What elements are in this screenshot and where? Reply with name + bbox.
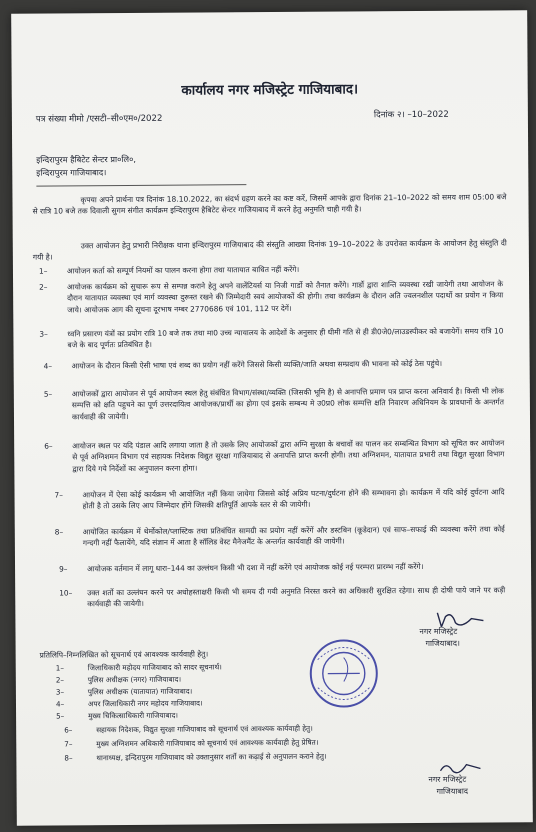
condition-item <box>54 524 505 548</box>
condition-item <box>39 279 504 315</box>
copy-text: सहायक निदेशक, विद्युत सुरक्षा गाजियाबाद को सूचनार्थ एवं आवश्यक कार्यवाही हेतु। <box>96 723 313 735</box>
addressee-line-2: इन्दिरापुरम गाजियाबाद। <box>36 167 107 178</box>
condition-number: 7– <box>54 490 63 500</box>
copy-item <box>56 698 203 709</box>
copy-text: थानाध्यक्ष, इन्दिरापुरम गाजियाबाद को उक्तानुसार शर्तो का कढ़ाई से अनुपालन कराने हेतु। <box>96 751 327 763</box>
copy-list-heading: प्रतिलिपि–निम्नलिखित को सूचनार्थ एवं आवश्यक कार्यवाही हेतु। <box>39 649 209 660</box>
copy-number: 5– <box>56 711 65 721</box>
copy-text: मुख्य चिकित्साधिकारी गाजियाबाद। <box>88 710 179 721</box>
copy-item <box>56 687 192 698</box>
condition-number: 2– <box>39 282 48 292</box>
copy-number: 3– <box>55 687 65 697</box>
signature-designation-1: नगर मजिस्ट्रेट <box>419 626 458 636</box>
copy-number: 7– <box>64 739 73 749</box>
condition-number: 3– <box>39 329 48 339</box>
copy-item <box>56 662 222 674</box>
condition-item <box>44 438 505 474</box>
copy-text: पुलिस अधीक्षक (यातायात) गाजियाबाद। <box>87 686 193 697</box>
condition-text: आयोजन कर्ता को सम्पूर्ण नियमों का पालन करना होगा तथा यातायात बाधित नहीं करेंगे। <box>66 264 300 276</box>
letter-date: दिनांक २। –10–2022 <box>373 109 449 121</box>
condition-text: उक्त शर्तो का उल्लंघन करने पर अधोहस्ताक्षरी किसी भी समय दी गयी अनुमति निरस्त करने का अधिकारी सुरक्षित रहेगा। साथ ही दोषी पाये जाने पर कड़ी कार्यवाही की जायेगी। <box>87 585 506 609</box>
document-page <box>11 10 533 826</box>
letter-number: पत्र संख्या मीमो /एसटी–सी०एम०/2022 <box>35 113 163 125</box>
copy-text: जिलाधिकारी महोदय गाजियाबाद को सादर सूचनार्थ। <box>87 662 222 673</box>
condition-number: 5– <box>43 389 53 399</box>
copy-number: 2– <box>55 675 65 685</box>
official-seal-stamp <box>308 637 381 710</box>
condition-text: आयोजकों द्वारा आयोजन से पूर्व आयोजन स्थल हेतु संबंधित विभाग/संस्था/व्यक्ति (जिसकी भूमि है) से अनापत्ति प्रमाण पत्र प्राप्त करना अनिवार्य है। किसी भी लोक सम्पत्ति को क्षति पहुचने का पूर्ण उत्तरदायित्व आयोजक/प्रार्थी का होगा एवं इसके सम्बन्ध मे उ0प्र0 लोक सम्पत्ति क्षति निवारण अधिनियम के प्रावधानों के अन्तर्गत कार्यवाही की जायेगी। <box>71 386 504 422</box>
signature-place-2: गाजियाबाद <box>436 786 469 796</box>
condition-number: 9– <box>59 564 68 574</box>
signature-designation-2: नगर मजिस्ट्रेट <box>428 774 467 784</box>
condition-number: 6– <box>44 441 53 451</box>
condition-text: आयोजित कार्यक्रम में थेर्मोकोल/प्लास्टिक तथा प्रतिबंधित सामग्री का प्रयोग नहीं करेंगें और डस्टबिन (कूडेदान) एवं साफ–सफाई की व्यवस्था करेंगे तथा कोई गन्दगी नहीं फैलायेंगे, यदि संज्ञान में आता है सॉलिड वेस्ट मैनेजमैंट के अन्तर्गत कार्यवाही की जायेगी। <box>82 524 505 548</box>
office-title: कार्यालय नगर मजिस्ट्रेट गाजियाबाद। <box>181 81 359 99</box>
condition-item <box>43 358 484 371</box>
condition-item <box>54 487 505 511</box>
condition-item <box>59 585 506 609</box>
condition-text: आयोजन में ऐसा कोई कार्यक्रम भी आयोजित नहीं किया जायेगा जिससे कोई अप्रिय घटना/दुर्घटना होने की सम्भावना हो। कार्यक्रम में यदि कोई दुर्घटना आदि होती है तो उसके लिए आप जिम्मेदार होंगे जिसकी क्षतिपूर्ति आपके स्तर से की जायेगी। <box>82 487 505 511</box>
condition-item <box>38 263 483 276</box>
handwritten-signature-1 <box>431 608 491 630</box>
condition-number: 1– <box>38 266 48 276</box>
copy-item <box>56 711 178 722</box>
condition-text: ध्वनि प्रसारण यंत्रों का प्रयोग रात्रि 10 बजे तक तथा मा0 उच्च न्यायालय के आदेशों के अनुसार ही धीमी गति से ही डी0जे0/लाउडस्पीकर को बजायेगें। समय रात्रि 10 बजे के बाद पूर्णतः प्रतिबंधित है। <box>67 326 504 350</box>
intro-paragraph: कृपया अपने प्रार्थना पत्र दिनांक 18.10.2022, का संदर्भ ग्रहण करने का कष्ट करें, जिसमें आपके द्वारा दिनांक 21–10–2022 को समय शाम 05:00 बजे से रात्रि 10 बजे तक दिवाली सुगम संगीत कार्यक्रम इन्दिरापुरम हैबिटेट सेन्टर गाजियाबाद में करने हेतु अनुमति चाही गयी है। <box>32 192 507 217</box>
condition-text: आयोजक वर्तमान में लागू धारा–144 का उल्लंघन किसी भी दशा में नहीं करेंगे एवं आयोजक कोई नई परम्परा प्रारम्भ नहीं करेंगे। <box>87 561 424 574</box>
copy-number: 8– <box>64 753 73 763</box>
copy-item <box>64 738 318 750</box>
condition-number: 8– <box>54 527 64 537</box>
condition-item <box>43 386 504 422</box>
copy-item <box>64 724 313 736</box>
copy-number: 1– <box>55 663 64 673</box>
copy-number: 4– <box>55 699 65 709</box>
divider <box>36 184 246 186</box>
copy-text: मुख्य अग्निशमन अधिकारी गाजियाबाद को सूचनार्थ एवं आवश्यक कार्यवाही हेतु प्रेषित। <box>96 737 319 749</box>
addressee-line-1: इन्दिरापुरम हैबिटेट सेन्टर प्रा०लि०, <box>36 153 136 165</box>
condition-text: आयोजन स्थल पर यदि पंडाल आदि लगाया जाता है तो उसके लिए आयोजकों द्वारा अग्नि सुरक्षा के बचावों का पालन कर सम्बन्धित विभाग को सूचित कर आयोजन से पूर्व अग्निशमन विभाग एवं सहायक निदेशक विद्युत सुरक्षा गाजियाबाद से अनापत्ति प्राप्त करनी होगी। तथा अग्निशमन, यातायात प्रभारी तथा विद्युत सुरक्षा विभाग द्वारा दिये गये निर्देशों का अनुपालन करना होगा। <box>72 438 505 474</box>
copy-text: अपर जिलाधिकारी नगर महोदय गाजियाबाद। <box>87 698 203 709</box>
condition-number: 4– <box>43 361 53 371</box>
condition-item <box>59 561 485 574</box>
permission-paragraph: उक्त आयोजन हेतु प्रभारी निरीक्षक थाना इन्दिरापुरम गाजियाबाद की संस्तुति आख्या दिनांक 19–10–2022 के उपरोक्त कार्यक्रम के आयोजन हेतु संस्तुति दी गयी है। <box>32 238 507 263</box>
condition-item <box>39 326 504 350</box>
condition-text: आयोजक कार्यक्रम को सुचारू रूप से सम्पन्न कराने हेतु अपने वालेंटियर्स या निजी गार्डो को तैनात करेंगे। गार्डो द्वारा शान्ति व्यवस्था रखी जायेगी तथा आयोजन के दौरान यातायात व्यवस्था एवं मार्ग व्यवस्था दुरूस्त रखने की जिम्मेदारी स्वयं आयोजकों की होगी। तथा कार्यक्रम के दौरान अति ज्वलनशील पदार्थो का प्रयोग न किया जाये। आयोजक आग की सूचना दूरभाष नम्बर 2770686 एवं 101, 112 पर देगें। <box>67 279 504 315</box>
copy-text: पुलिस अधीक्षक (नगर) गाजियाबाद। <box>87 674 182 685</box>
copy-item <box>56 675 181 686</box>
condition-number: 10– <box>59 588 73 598</box>
condition-text: आयोजन के दौरान किसी ऐसी भाषा एवं शब्द का प्रयोग नहीं करेंगे जिससे किसी व्यक्ति/जाति अथवा सम्प्रदाय की भावना को कोई ठेस पहुंचे। <box>71 358 443 371</box>
copy-number: 6– <box>64 725 73 735</box>
signature-place-1: गाजियाबाद। <box>425 638 460 648</box>
copy-item <box>64 752 326 764</box>
